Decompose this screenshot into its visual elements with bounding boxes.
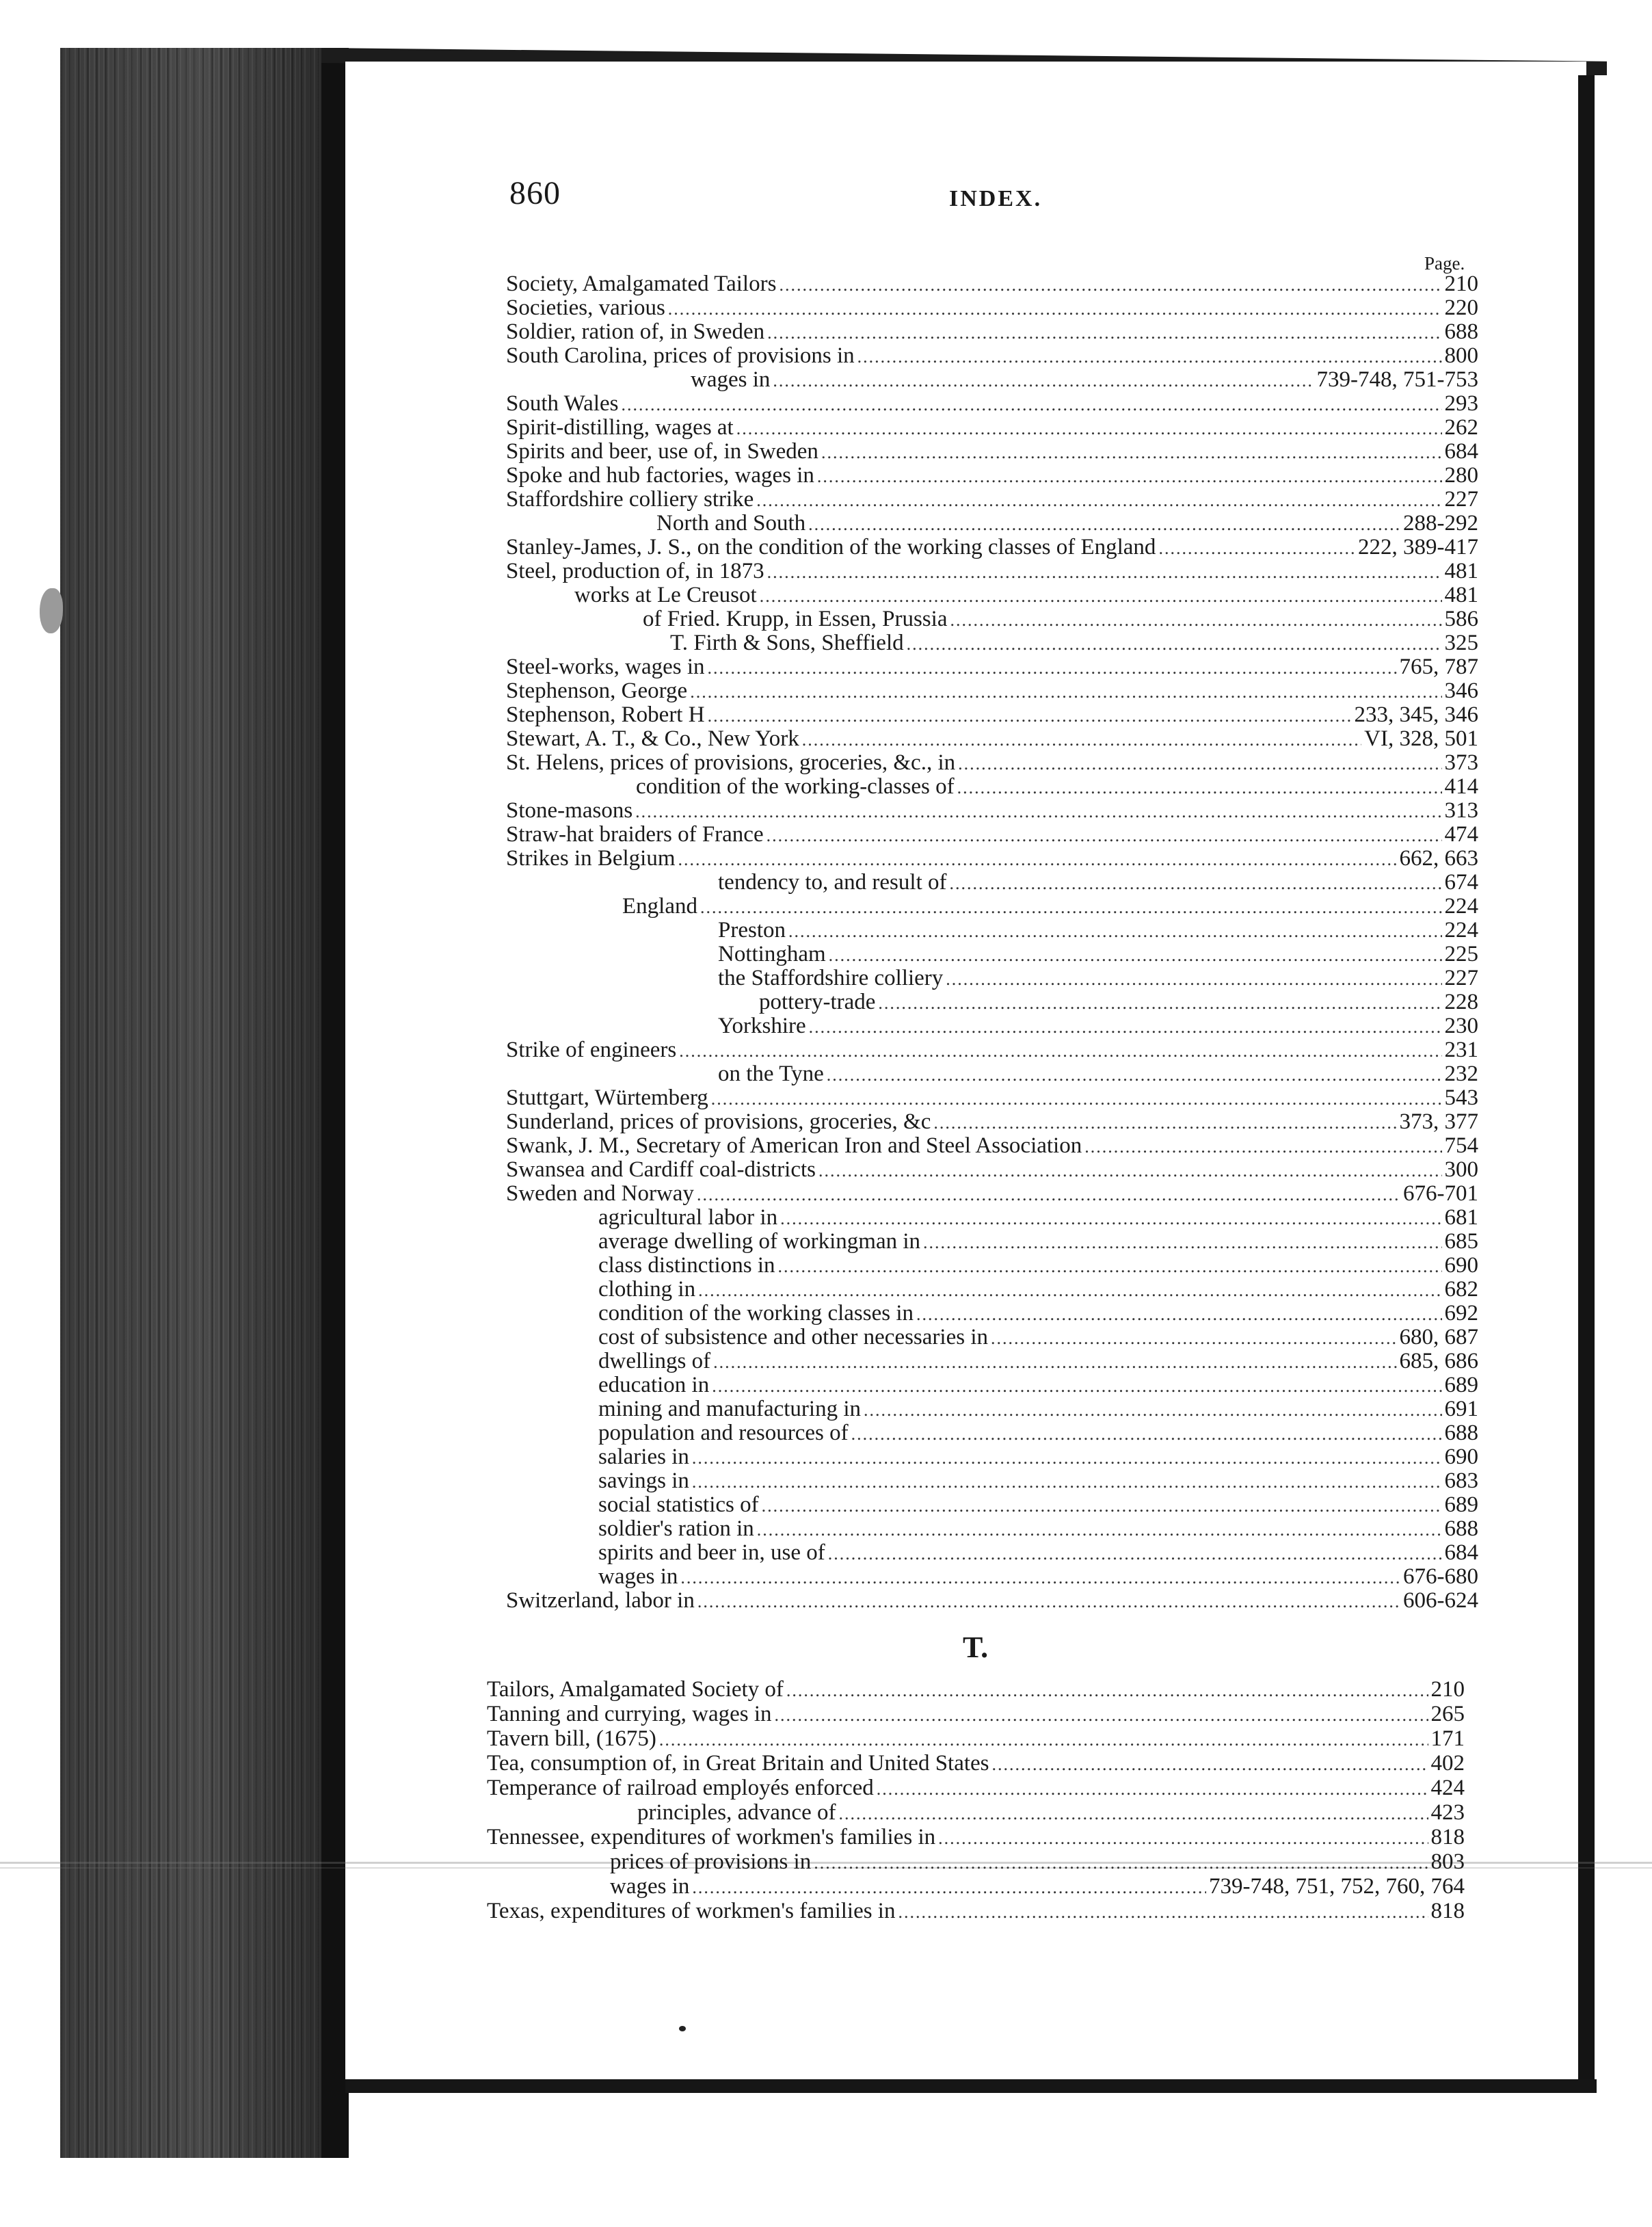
dot-leader: [857, 347, 1442, 367]
index-entry: [506, 990, 1478, 1014]
dot-leader: [697, 1185, 1400, 1205]
index-entry: [506, 1085, 1478, 1109]
index-entry: [506, 463, 1478, 487]
dot-leader: [916, 1304, 1441, 1325]
index-entry-pages: 688: [1444, 319, 1478, 344]
dot-leader: [788, 921, 1442, 942]
book-spine-edge: [60, 48, 344, 2158]
dot-leader: [775, 1705, 1428, 1726]
index-entry: [506, 894, 1478, 918]
index-entry-text: education in: [598, 1373, 710, 1397]
index-entry-pages: 818: [1430, 1899, 1465, 1923]
index-entry-pages: 210: [1444, 272, 1478, 296]
dot-leader: [711, 1089, 1442, 1109]
index-entry-pages: 689: [1444, 1492, 1478, 1517]
dot-leader: [838, 1804, 1428, 1824]
index-entry-pages: 754: [1444, 1133, 1478, 1158]
index-entry: [506, 726, 1478, 750]
index-entry-text: Straw-hat braiders of France: [506, 822, 764, 847]
index-entry-pages: 231: [1444, 1038, 1478, 1062]
index-entry: [506, 391, 1478, 415]
index-entry-pages: 232: [1444, 1062, 1478, 1086]
index-entry-pages: 265: [1430, 1702, 1465, 1726]
index-entry-pages: 676-680: [1403, 1564, 1478, 1589]
dot-leader: [907, 634, 1442, 655]
index-entry-text: population and resources of: [598, 1421, 849, 1445]
dot-leader: [773, 371, 1314, 391]
index-entry-text: dwellings of: [598, 1349, 711, 1373]
index-entry-pages: 690: [1444, 1253, 1478, 1278]
index-entry-text: Switzerland, labor in: [506, 1588, 695, 1613]
index-entry-pages: 688: [1444, 1516, 1478, 1541]
dot-leader: [946, 969, 1441, 990]
index-entry: [506, 583, 1478, 607]
index-entry-text: Swank, J. M., Secretary of American Iron and Steel Association: [506, 1133, 1082, 1158]
index-entry-text: principles, advance of: [637, 1800, 836, 1825]
index-entry-text: Spirit-distilling, wages at: [506, 415, 734, 440]
index-entry: [506, 1564, 1478, 1588]
index-entry: [506, 439, 1478, 463]
index-entry-pages: 171: [1430, 1726, 1465, 1751]
index-entry-text: of Fried. Krupp, in Essen, Prussia: [643, 607, 948, 631]
index-entry: [506, 1373, 1478, 1397]
index-entry: [506, 1062, 1478, 1085]
index-entry-text: cost of subsistence and other necessaries in: [598, 1325, 988, 1349]
index-entry-text: average dwelling of workingman in: [598, 1229, 921, 1254]
dot-leader: [635, 802, 1441, 822]
dot-leader: [827, 1065, 1442, 1085]
index-entry-text: clothing in: [598, 1277, 696, 1302]
index-entry-pages: 739-748, 751, 752, 760, 764: [1209, 1874, 1465, 1899]
index-entry: [506, 1205, 1478, 1229]
index-entry: [506, 535, 1478, 559]
dot-leader: [762, 1496, 1442, 1516]
index-entry: [506, 918, 1478, 942]
index-entry-pages: 262: [1444, 415, 1478, 440]
index-entry-text: class distinctions in: [598, 1253, 775, 1278]
index-entry-text: Tanning and currying, wages in: [487, 1702, 772, 1726]
index-entry: [506, 1421, 1478, 1445]
dot-leader: [786, 1681, 1428, 1701]
index-entry-pages: 222, 389-417: [1358, 535, 1478, 559]
dot-leader: [877, 1779, 1428, 1800]
index-entry: [506, 1181, 1478, 1205]
index-entry-pages: 803: [1430, 1849, 1465, 1874]
dot-leader: [756, 490, 1441, 511]
dot-leader: [679, 1041, 1441, 1062]
index-entry-text: spirits and beer in, use of: [598, 1540, 825, 1565]
index-entry-text: on the Tyne: [718, 1062, 824, 1086]
index-entry-text: soldier's ration in: [598, 1516, 754, 1541]
index-entry-pages: 685, 686: [1399, 1349, 1478, 1373]
index-entry-pages: 685: [1444, 1229, 1478, 1254]
index-entry-pages: 233, 345, 346: [1354, 702, 1478, 727]
index-entry-text: T. Firth & Sons, Sheffield: [670, 631, 904, 655]
dot-leader: [992, 1754, 1428, 1775]
index-entry-text: Nottingham: [718, 942, 826, 966]
index-entry: [506, 1516, 1478, 1540]
index-entry-text: works at Le Creusot: [574, 583, 757, 607]
index-entry-pages: 662, 663: [1399, 846, 1478, 871]
dot-leader: [757, 1520, 1442, 1540]
index-entry-text: North and South: [656, 511, 806, 536]
dot-leader: [828, 1544, 1442, 1564]
index-entry: [506, 511, 1478, 535]
index-entry-pages: 325: [1444, 631, 1478, 655]
index-entry: [506, 678, 1478, 702]
index-entry: [487, 1800, 1465, 1825]
index-entry-pages: 227: [1444, 966, 1478, 990]
index-entry-pages: 683: [1444, 1468, 1478, 1493]
index-entry-pages: 689: [1444, 1373, 1478, 1397]
index-entry-text: Tennessee, expenditures of workmen's families in: [487, 1825, 936, 1849]
index-entry-pages: 373: [1444, 750, 1478, 775]
index-entry: [506, 367, 1478, 391]
index-entry-text: Stephenson, George: [506, 678, 688, 703]
dot-leader: [621, 395, 1441, 415]
dot-leader: [809, 1017, 1442, 1038]
index-entry: [506, 1133, 1478, 1157]
next-page-margin: [1595, 75, 1652, 2079]
index-entry-pages: 543: [1444, 1085, 1478, 1110]
index-entry-pages: 481: [1444, 583, 1478, 607]
index-section-t: [487, 1677, 1465, 1923]
index-entry-pages: 765, 787: [1399, 655, 1478, 679]
index-entry: [506, 1157, 1478, 1181]
index-entry-text: Spoke and hub factories, wages in: [506, 463, 814, 488]
index-entry-pages: 423: [1430, 1800, 1465, 1825]
index-entry-text: Strike of engineers: [506, 1038, 677, 1062]
index-section-s: [506, 272, 1478, 1612]
index-entry: [506, 487, 1478, 511]
index-entry: [506, 702, 1478, 726]
index-entry-pages: 739-748, 751-753: [1316, 367, 1478, 392]
index-entry-pages: 402: [1430, 1751, 1465, 1776]
index-entry: [506, 942, 1478, 966]
index-entry-text: Spirits and beer, use of, in Sweden: [506, 439, 818, 464]
dot-leader: [668, 299, 1442, 319]
index-entry: [506, 1492, 1478, 1516]
index-entry: [506, 1229, 1478, 1253]
index-entry-text: Stone-masons: [506, 798, 633, 823]
index-entry-pages: 230: [1444, 1014, 1478, 1038]
index-entry-text: England: [622, 894, 697, 919]
index-entry-pages: 586: [1444, 607, 1478, 631]
dot-leader: [767, 562, 1442, 583]
index-entry-pages: 224: [1444, 894, 1478, 919]
index-entry-text: Tea, consumption of, in Great Britain and United States: [487, 1751, 989, 1776]
index-entry-text: condition of the working classes in: [598, 1301, 914, 1326]
index-entry: [506, 798, 1478, 822]
index-entry: [506, 1397, 1478, 1421]
index-entry-pages: 674: [1444, 870, 1478, 895]
index-entry: [506, 822, 1478, 846]
index-entry-text: Preston: [718, 918, 786, 943]
index-entry: [506, 319, 1478, 343]
index-entry-pages: 373, 377: [1399, 1109, 1478, 1134]
index-entry-text: prices of provisions in: [610, 1849, 812, 1874]
index-entry: [506, 1301, 1478, 1325]
index-entry-text: the Staffordshire colliery: [718, 966, 944, 990]
index-entry: [487, 1776, 1465, 1800]
dot-leader: [938, 1828, 1428, 1849]
index-entry-text: condition of the working-classes of: [636, 774, 955, 799]
dot-leader: [829, 945, 1442, 966]
index-entry: [506, 1468, 1478, 1492]
index-entry-text: Staffordshire colliery strike: [506, 487, 754, 512]
index-entry-pages: 346: [1444, 678, 1478, 703]
index-entry: [506, 1277, 1478, 1301]
index-entry-text: wages in: [691, 367, 771, 392]
index-entry: [506, 774, 1478, 798]
dot-leader: [864, 1400, 1442, 1421]
dot-leader: [821, 443, 1442, 463]
index-entry-text: Steel-works, wages in: [506, 655, 705, 679]
index-entry-text: Societies, various: [506, 295, 665, 320]
dot-leader: [692, 1448, 1442, 1468]
index-entry: [506, 272, 1478, 295]
index-entry-text: Soldier, ration of, in Sweden: [506, 319, 765, 344]
index-entry-text: wages in: [598, 1564, 678, 1589]
index-entry-pages: 818: [1430, 1825, 1465, 1849]
right-page-edge: [1578, 75, 1595, 2079]
dot-leader: [700, 897, 1442, 918]
index-entry: [487, 1702, 1465, 1726]
dot-leader: [713, 1352, 1396, 1373]
dot-leader: [851, 1424, 1442, 1445]
index-entry-text: Stephenson, Robert H: [506, 702, 705, 727]
index-entry-text: agricultural labor in: [598, 1205, 778, 1230]
index-entry-pages: 228: [1444, 990, 1478, 1014]
index-entry-pages: 691: [1444, 1397, 1478, 1421]
index-entry-pages: 681: [1444, 1205, 1478, 1230]
index-entry-pages: 481: [1444, 559, 1478, 583]
index-entry-text: salaries in: [598, 1445, 689, 1469]
dot-leader: [814, 1853, 1428, 1873]
dot-leader: [680, 1568, 1400, 1588]
index-entry-pages: 288-292: [1403, 511, 1478, 536]
spine-shadow: [321, 48, 349, 2158]
page-number: 860: [509, 175, 561, 211]
index-entry: [487, 1899, 1465, 1923]
dot-leader: [708, 658, 1397, 678]
index-entry-pages: 800: [1444, 343, 1478, 368]
index-entry: [506, 846, 1478, 870]
index-entry-text: Stewart, A. T., & Co., New York: [506, 726, 799, 751]
dot-leader: [933, 1113, 1396, 1133]
index-entry-text: Sweden and Norway: [506, 1181, 694, 1206]
dot-leader: [898, 1902, 1428, 1923]
index-entry-pages: 688: [1444, 1421, 1478, 1445]
index-entry-text: Tavern bill, (1675): [487, 1726, 656, 1751]
index-entry-pages: 225: [1444, 942, 1478, 966]
index-entry-pages: 474: [1444, 822, 1478, 847]
index-entry-pages: 293: [1444, 391, 1478, 416]
dot-leader: [659, 1730, 1428, 1750]
index-entry-text: St. Helens, prices of provisions, groceries, &c., in: [506, 750, 956, 775]
dot-leader: [697, 1592, 1400, 1612]
dot-leader: [802, 730, 1361, 750]
dot-leader: [1158, 538, 1355, 559]
index-entry: [487, 1874, 1465, 1899]
index-entry: [506, 966, 1478, 990]
dot-leader: [780, 1209, 1441, 1229]
index-entry-pages: 224: [1444, 918, 1478, 943]
index-entry-text: social statistics of: [598, 1492, 759, 1517]
index-entry-text: pottery-trade: [759, 990, 876, 1014]
index-entry: [487, 1726, 1465, 1751]
dot-leader: [950, 610, 1441, 631]
index-entry: [506, 559, 1478, 583]
index-entry-pages: 313: [1444, 798, 1478, 823]
index-entry: [506, 1014, 1478, 1038]
index-entry-pages: 220: [1444, 295, 1478, 320]
index-entry-pages: 676-701: [1403, 1181, 1478, 1206]
letter-heading-t: T.: [963, 1631, 989, 1664]
dot-leader: [692, 1472, 1442, 1492]
dot-leader: [957, 778, 1442, 798]
index-entry-pages: 414: [1444, 774, 1478, 799]
index-entry: [506, 607, 1478, 631]
index-entry-pages: 210: [1430, 1677, 1465, 1702]
dot-leader: [878, 993, 1441, 1014]
dot-leader: [698, 1280, 1441, 1301]
dot-leader: [678, 849, 1397, 870]
dot-leader: [708, 706, 1352, 726]
dot-leader: [760, 586, 1442, 607]
running-head: INDEX.: [949, 186, 1043, 211]
index-entry-pages: 690: [1444, 1445, 1478, 1469]
dot-leader: [1084, 1137, 1441, 1157]
dot-leader: [949, 873, 1441, 894]
index-entry-pages: 280: [1444, 463, 1478, 488]
dot-leader: [958, 754, 1441, 774]
index-entry: [506, 750, 1478, 774]
index-entry: [506, 343, 1478, 367]
page-column-label: Page.: [1424, 253, 1465, 274]
dot-leader: [923, 1233, 1441, 1253]
index-entry: [487, 1751, 1465, 1776]
index-entry: [506, 631, 1478, 655]
index-entry-text: South Carolina, prices of provisions in: [506, 343, 855, 368]
index-entry-pages: 684: [1444, 1540, 1478, 1565]
index-entry-text: Tailors, Amalgamated Society of: [487, 1677, 784, 1702]
index-entry: [506, 1325, 1478, 1349]
index-entry: [506, 1038, 1478, 1062]
index-entry-text: mining and manufacturing in: [598, 1397, 861, 1421]
dot-leader: [690, 682, 1441, 702]
dot-leader: [818, 1161, 1441, 1181]
index-entry-pages: 682: [1444, 1277, 1478, 1302]
dot-leader: [767, 826, 1442, 846]
dot-leader: [692, 1877, 1206, 1898]
dot-leader: [991, 1328, 1397, 1349]
index-entry: [506, 1253, 1478, 1277]
index-entry: [487, 1677, 1465, 1702]
index-entry: [487, 1825, 1465, 1849]
dot-leader: [736, 419, 1442, 439]
index-entry-pages: 684: [1444, 439, 1478, 464]
index-entry: [506, 1445, 1478, 1468]
index-entry: [506, 1540, 1478, 1564]
index-entry-pages: VI, 328, 501: [1364, 726, 1478, 751]
dot-leader: [712, 1376, 1441, 1397]
dot-leader: [767, 323, 1441, 343]
bottom-page-edge: [345, 2079, 1597, 2093]
index-entry: [506, 295, 1478, 319]
index-entry-text: Temperance of railroad employés enforced: [487, 1776, 874, 1800]
ink-speck: [679, 2026, 686, 2031]
index-entry-text: wages in: [610, 1874, 690, 1899]
index-entry-text: Stanley-James, J. S., on the condition of the working classes of England: [506, 535, 1156, 559]
index-entry-pages: 606-624: [1403, 1588, 1478, 1613]
index-entry-text: Steel, production of, in 1873: [506, 559, 764, 583]
index-entry-pages: 424: [1430, 1776, 1465, 1800]
index-entry-pages: 227: [1444, 487, 1478, 512]
index-entry: [506, 1349, 1478, 1373]
index-entry-text: Sunderland, prices of provisions, groceries, &c: [506, 1109, 931, 1134]
index-entry-pages: 692: [1444, 1301, 1478, 1326]
dot-leader: [779, 275, 1441, 295]
dot-leader: [808, 514, 1400, 535]
scan-blot: [40, 588, 63, 633]
index-entry-text: Strikes in Belgium: [506, 846, 676, 871]
dot-leader: [817, 466, 1442, 487]
index-entry-text: tendency to, and result of: [718, 870, 947, 895]
dot-leader: [778, 1256, 1442, 1277]
index-entry-text: Texas, expenditures of workmen's families in: [487, 1899, 896, 1923]
index-entry-text: South Wales: [506, 391, 619, 416]
index-entry: [506, 1588, 1478, 1612]
index-entry: [506, 415, 1478, 439]
index-entry-text: Swansea and Cardiff coal-districts: [506, 1157, 816, 1182]
index-entry-pages: 680, 687: [1399, 1325, 1478, 1349]
index-entry-text: Stuttgart, Würtemberg: [506, 1085, 708, 1110]
index-entry-text: Society, Amalgamated Tailors: [506, 272, 777, 296]
index-entry: [506, 655, 1478, 678]
index-entry: [487, 1849, 1465, 1874]
index-entry-text: savings in: [598, 1468, 689, 1493]
index-entry-text: Yorkshire: [718, 1014, 806, 1038]
index-entry: [506, 870, 1478, 894]
index-entry-pages: 300: [1444, 1157, 1478, 1182]
index-entry: [506, 1109, 1478, 1133]
